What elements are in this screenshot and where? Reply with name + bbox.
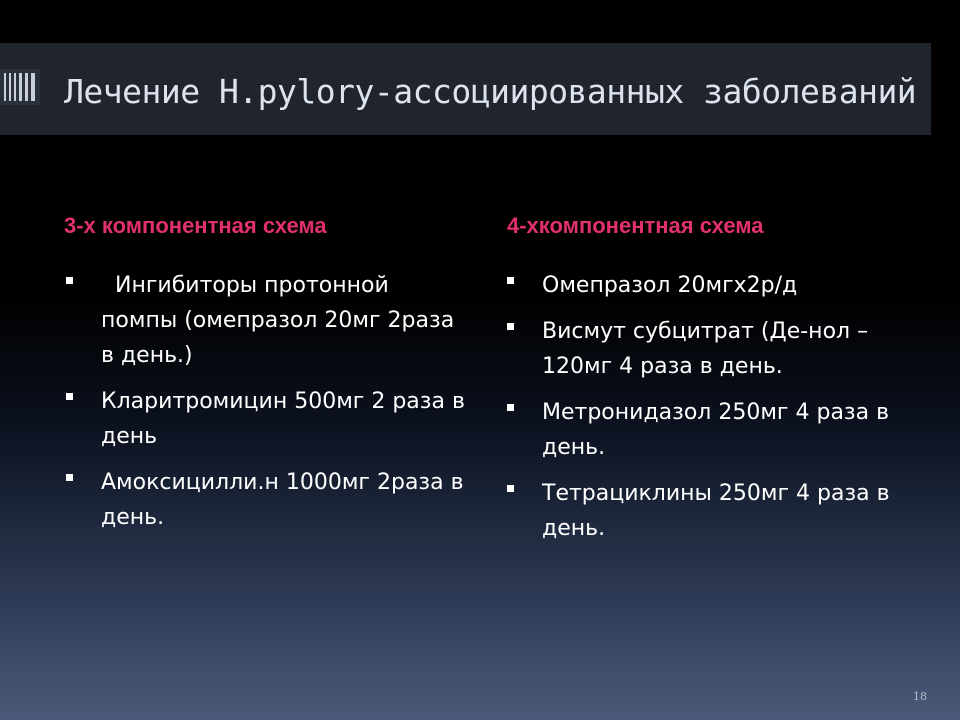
- list-item: [507, 476, 927, 546]
- list-item: [507, 268, 927, 303]
- list-item: [507, 395, 927, 465]
- left-column-heading: 3-х компонентная схема: [64, 213, 327, 238]
- square-bullet-icon: [507, 485, 514, 492]
- list-item-text: Ингибиторы протонной помпы (омепразол 20мг 2раза в день.): [101, 273, 462, 368]
- left-bullet-list: [66, 268, 466, 546]
- list-item: [66, 268, 466, 373]
- square-bullet-icon: [66, 393, 73, 400]
- list-item-text: Тетрациклины 250мг 4 раза в день.: [542, 481, 890, 541]
- page-number: 18: [913, 690, 927, 703]
- list-item-text: Амоксицилли.н 1000мг 2раза в день.: [101, 470, 464, 530]
- list-item: [66, 465, 466, 535]
- square-bullet-icon: [66, 277, 73, 284]
- square-bullet-icon: [507, 323, 514, 330]
- right-column-heading: 4-хкомпонентная схема: [507, 213, 764, 238]
- square-bullet-icon: [507, 404, 514, 411]
- square-bullet-icon: [507, 277, 514, 284]
- right-bullet-list: [507, 268, 927, 557]
- list-item: [66, 384, 466, 454]
- list-item-text: Метронидазол 250мг 4 раза в день.: [542, 400, 890, 460]
- slide-title: Лечение H.pylory-ассоциированных заболеваний: [64, 72, 917, 111]
- list-item: [507, 314, 927, 384]
- title-bars-icon: [0, 67, 40, 107]
- list-item-text: Висмут субцитрат (Де-нол – 120мг 4 раза в день.: [542, 319, 869, 379]
- list-item-text: Кларитромицин 500мг 2 раза в день: [101, 389, 465, 449]
- square-bullet-icon: [66, 474, 73, 481]
- list-item-text: Омепразол 20мгх2р/д: [542, 273, 798, 298]
